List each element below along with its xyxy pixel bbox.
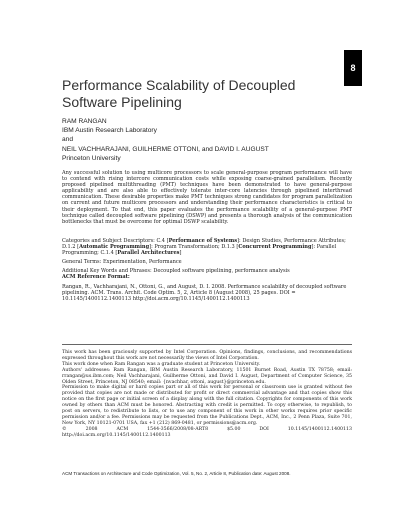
author-line-1: RAM RANGAN (62, 118, 107, 125)
paper-title-line-2: Software Pipelining (62, 94, 182, 110)
categories-text-suffix: ] (179, 250, 182, 257)
footnote-divider (62, 344, 352, 345)
category-term-3: Concurrent Programming (238, 244, 312, 251)
footnote-permissions: Permission to make digital or hard copies part or all of this work for personal or classroom use is granted without fee provided that copies are not made or distributed for profit or direct commercial advantage and that copies show this notice on the first page or initial screen of a display along with the full citation. Copyrights for components of this work owned by others than ACM must be honored. Abstracting with credit is permitted. To copy otherwise, to republish, to post on servers, to redistribute to lists, or to use any component of this work in other works requires prior specific permission and/or a fee. Permissions may be requested from the Publications Dept., ACM, Inc., 2 Penn Plaza, Suite 701, New York, NY 10121-0701 USA, fax +1 (212) 869-0481, or permissions@acm.org. (62, 385, 352, 426)
author-conjunction: and (62, 136, 74, 144)
author-block (62, 117, 352, 163)
metadata-block (62, 238, 352, 302)
keywords: Additional Key Words and Phrases: Decoupled software pipelining, performance analysis (62, 268, 290, 275)
general-terms: General Terms: Experimentation, Performance (62, 259, 182, 266)
footnotes (62, 350, 352, 439)
category-term-1: Performance of Systems (168, 238, 238, 244)
acm-reference-heading-text: ACM Reference Format: (62, 274, 130, 281)
categories-text-mid-1: ]: Design Studies, Performance Attributes; D.1.2 [ (62, 238, 346, 251)
paper-title (62, 77, 352, 111)
author-affiliation-1: IBM Austin Research Laboratory (62, 127, 157, 135)
page-number: 8 (350, 63, 356, 73)
footnote-copyright: © 2008 ACM 1544-3566/2008/08-ART8 $5.00 DOI 10.1145/1400112.1400113 http://doi.acm.org/10.1145/1400112.1400113 (62, 426, 352, 438)
categories-text-mid-2: ]: Program Transformation; D.1.3 [ (149, 244, 239, 251)
category-term-4: Parallel Architectures (117, 250, 180, 257)
author-affiliation-2: Princeton University (62, 154, 121, 162)
abstract: Any successful solution to using multicore processors to scale general-purpose program performance will have to contend with rising intercore communication costs while exposing coarse-grained parallelism. Recently proposed pipelined multithreading (PMT) techniques have been demonstrated to have general-purpose applicability and are also able to effectively tolerate inter-core latencies through pipelined interthread communication. These desirable properties make PMT techniques strong candidates for program parallelization on current and future multicore processors and understanding their performance characteristics is critical to their deployment. To that end, this paper evaluates the performance scalability of a general-purpose PMT technique called decoupled software pipelining (DSWP) and presents a thorough analysis of the communication bottlenecks that must be overcome for optimal DSWP scalability. (62, 170, 352, 225)
footnote-funding: This work has been graciously supported by Intel Corporation. Opinions, findings, conclusions, and recommendations expressed throughout this work are not necessarily the views of Intel Corporation. (62, 350, 352, 361)
category-term-2: Automatic Programming (79, 244, 150, 251)
footnote-addresses: Authors' addresses: Ram Rangan, IBM Austin Research Laboratory, 11501 Burnet Road, Austin TX 78758; email: rrangan@us.ibm.com; Neil Vachharajani, Guilherme Ottoni, and David I. August, Department of Computer Science, 35 Olden Street, Princeton, NJ 08540; email: {nvachhar, ottoni, august}@princeton.edu. (62, 367, 352, 385)
categories-text-mid-3: ]: Parallel Programming; C.1.4 [ (62, 244, 337, 257)
footnote-student-note: This work done when Ram Rangan was a graduate student at Princeton University. (62, 361, 261, 367)
author-line-2: NEIL VACHHARAJANI, GUILHERME OTTONI, and DAVID I. AUGUST (62, 145, 269, 153)
running-footer: ACM Transactions on Architecture and Code Optimization, Vol. 5, No. 2, Article 8, Publication date: August 2008. (62, 471, 291, 476)
acm-reference-text: Rangan, R., Vachharajani, N., Ottoni, G., and August, D. I. 2008. Performance scalability of decoupled software pipelining. ACM. Trans. Archit. Code Optim. 5, 2, Article 8 (August 2008), 25 pages. DOI = 10.1145/1400112.1400113 http://doi.acm.org/10.1145/1400112.1400113 (62, 283, 347, 302)
categories-descriptors (62, 238, 352, 256)
paper-title-line-1: Performance Scalability of Decoupled (62, 77, 296, 93)
categories-text-prefix: Categories and Subject Descriptors: C.4 [ (62, 238, 169, 244)
